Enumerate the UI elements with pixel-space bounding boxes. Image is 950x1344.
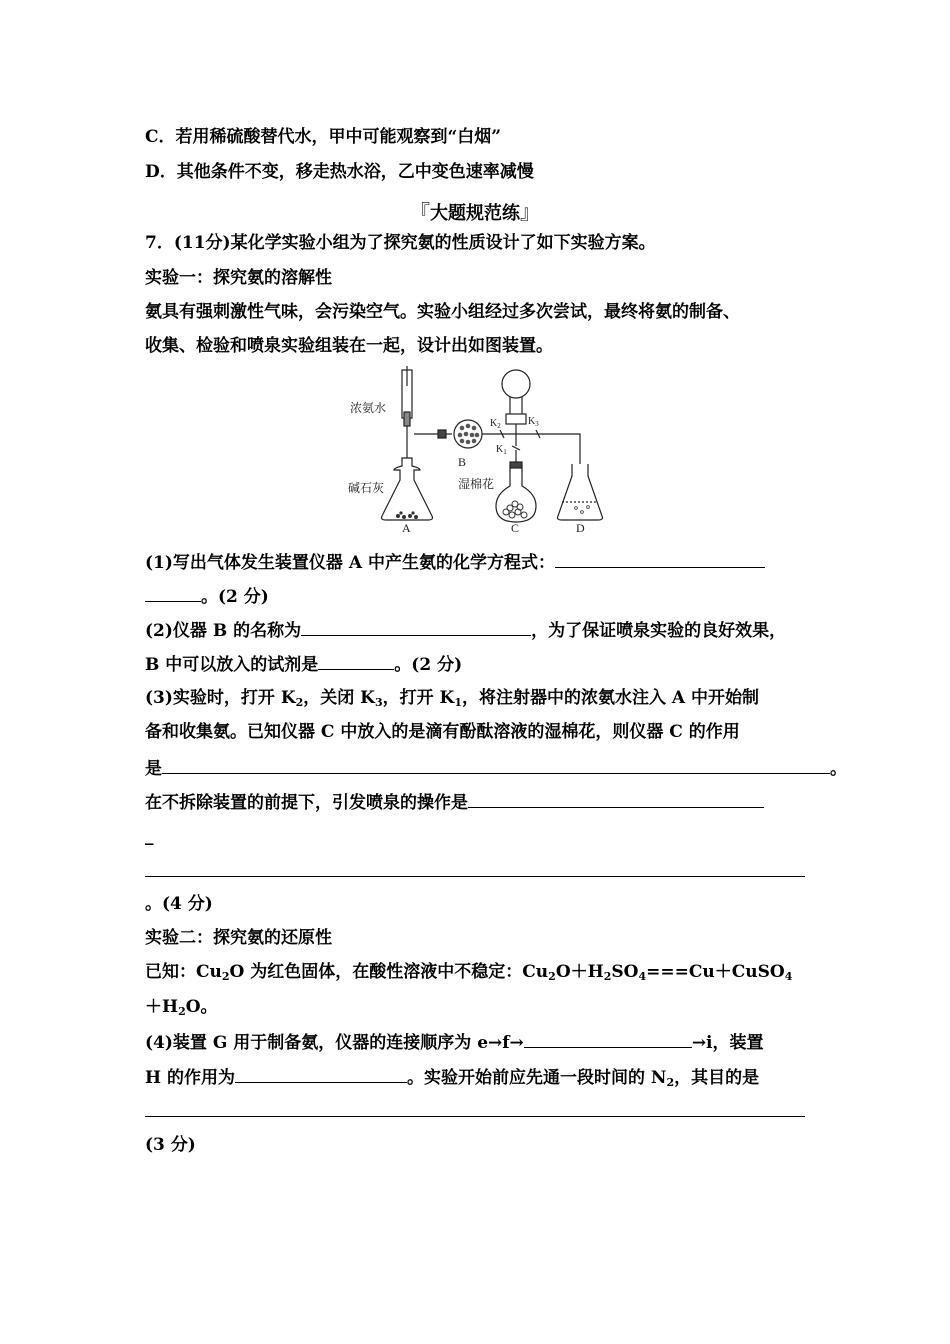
part-2-line-1: (2)仪器 B 的名称为 ，为了保证喷泉实验的良好效果， [145,617,786,643]
answer-blank-4c[interactable] [145,1098,805,1117]
label-conc-ammonia: 浓氨水 [350,401,387,415]
section-title-text: 大题规范练 [430,203,520,224]
part-4-line-3 [145,1098,805,1124]
answer-blank-1a[interactable] [555,549,765,568]
part-4-line-2: H 的作用为 。实验开始前应先通一段时间的 $N_2$，其目的是 [145,1064,759,1095]
flask-d [558,464,603,520]
part-3-line-1: (3)实验时，打开 $K_2$，关闭 $K_3$，打开 $K_1$，将注射器中的浓氨水注入 A 中开始制 [145,688,760,709]
fountain-flask [502,370,530,398]
answer-blank-2b[interactable] [318,651,394,670]
part-4-line-1: (4)装置 G 用于制备氨，仪器的连接顺序为 e→f→ →i，装置 [145,1029,764,1055]
label-k1: $K_1$ [496,444,507,456]
experiment-1-title: 实验一：探究氨的溶解性 [145,268,332,288]
answer-blank-4b[interactable] [235,1064,407,1083]
intro-line-1: 氨具有强刺激性气味，会污染空气。实验小组经过多次尝试，最终将氨的制备、 [145,302,740,322]
part-3-line-2: 备和收集氨。已知仪器 C 中放入的是滴有酚酞溶液的湿棉花，则仪器 C 的作用 [145,722,740,742]
question-7-stem: 7．(11分)某化学实验小组为了探究氨的性质设计了如下实验方案。 [145,233,656,253]
answer-blank-2a[interactable] [301,617,531,636]
section-title: 『大题规范练』 [410,200,540,224]
part-1-line-2: 。(2 分) [145,583,269,609]
apparatus-figure [340,366,610,536]
intro-line-2: 收集、检验和喷泉实验组装在一起，设计出如图装置。 [145,336,553,356]
experiment-2-title: 实验二：探究氨的还原性 [145,928,332,948]
label-d: D [576,521,585,535]
answer-blank-4a[interactable] [524,1029,692,1048]
label-k3: $K_3$ [528,416,539,428]
part-3-line-6 [145,858,805,884]
label-wet-cotton: 湿棉花 [458,477,495,491]
part-3-line-5: _ [145,826,154,846]
known-line-1: 已知：$Cu_2O$ 为红色固体，在酸性溶液中不稳定：$Cu_2O+H_2SO_4===Cu+CuSO_4$ [145,962,793,983]
part-1-line-1: (1)写出气体发生装置仪器 A 中产生氨的化学方程式： [145,549,765,575]
part-3-line-3: 是 。 [145,755,847,781]
part-3-line-4: 在不拆除装置的前提下，引发喷泉的操作是 [145,789,764,815]
label-c: C [511,521,520,535]
known-line-2: $+H_2O$。 [145,997,218,1018]
label-soda-lime: 碱石灰 [348,481,385,495]
label-b: B [458,455,467,469]
part-2-line-2: B 中可以放入的试剂是 。(2 分) [145,651,462,677]
answer-blank-3a[interactable] [162,755,830,774]
answer-blank-3b[interactable] [468,789,764,808]
flask-a [382,458,433,520]
part-4-line-4: (3 分) [145,1135,196,1155]
option-d: D．其他条件不变，移走热水浴，乙中变色速率减慢 [145,162,534,182]
answer-blank-3c[interactable] [145,858,805,877]
answer-blank-1b[interactable] [145,583,201,602]
label-a: A [402,521,411,535]
label-k2: $K_2$ [490,418,501,430]
part-3-line-7: 。(4 分) [145,894,213,914]
option-c: C．若用稀硫酸替代水，甲中可能观察到“白烟” [145,127,502,147]
